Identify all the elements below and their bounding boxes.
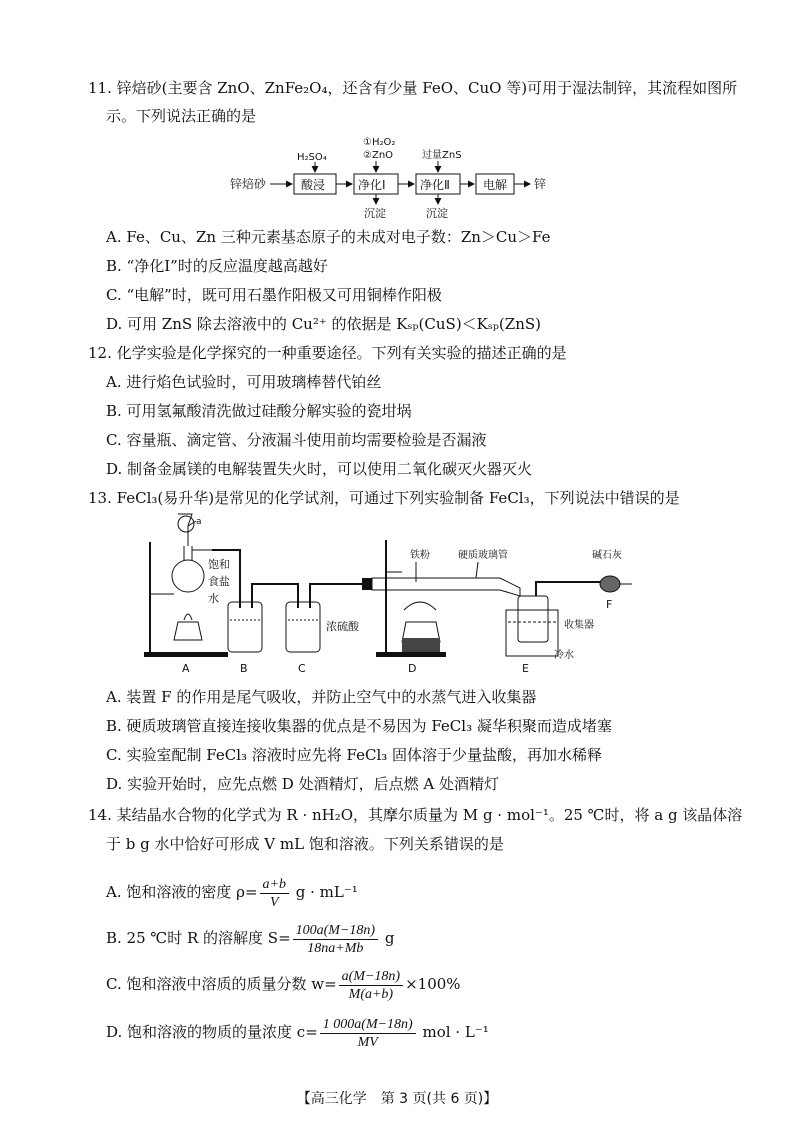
q11-flowchart	[230, 134, 560, 220]
q13-option-b: B. 硬质玻璃管直接连接收集器的优点是不易因为 FeCl₃ 凝华积聚而造成堵塞	[106, 717, 612, 735]
flow-start-label: 锌焙砂	[230, 177, 267, 191]
label-E: E	[522, 662, 529, 675]
q12-option-b: B. 可用氢氟酸清洗做过硅酸分解实验的瓷坩埚	[106, 402, 412, 420]
flow-reagent-h2o2: ①H₂O₂	[363, 137, 396, 148]
q11-option-c: C. “电解”时，既可用石墨作阳极又可用铜棒作阳极	[106, 286, 442, 304]
label-B: B	[240, 662, 248, 675]
q12-stem: 12. 化学实验是化学探究的一种重要途径。下列有关实验的描述正确的是	[88, 344, 567, 362]
flow-precipitate1: 沉淀	[364, 207, 386, 220]
hard-glass-tube	[372, 578, 520, 596]
q14-d-prefix: D. 饱和溶液的物质的量浓度 c=	[106, 1023, 318, 1041]
flow-step1-label: 酸浸	[301, 178, 326, 192]
q14-c-prefix: C. 饱和溶液中溶质的质量分数 w=	[106, 975, 337, 993]
q13-option-d: D. 实验开始时，应先点燃 D 处酒精灯，后点燃 A 处酒精灯	[106, 775, 499, 793]
q14-stem-line2: 于 b g 水中恰好可形成 V mL 饱和溶液。下列关系错误的是	[106, 835, 504, 853]
label-brine-3: 水	[208, 592, 219, 605]
flow-reagent-zno: ②ZnO	[363, 150, 394, 161]
flow-step2-label: 净化Ⅰ	[358, 178, 386, 192]
label-glass-tube: 硬质玻璃管	[458, 550, 508, 561]
q11-option-b: B. “净化Ⅰ”时的反应温度越高越好	[106, 257, 328, 275]
label-conc-acid: 浓硫酸	[326, 620, 359, 633]
flow-precipitate2: 沉淀	[426, 207, 448, 220]
q14-d-unit: mol · L⁻¹	[417, 1023, 489, 1041]
q14-c-unit: ×100%	[405, 975, 461, 993]
label-brine-1: 饱和	[208, 558, 230, 571]
q14-a-prefix: A. 饱和溶液的密度 ρ=	[106, 883, 258, 901]
flow-step3-label: 净化Ⅱ	[420, 178, 450, 192]
q14-option-b	[106, 918, 394, 958]
label-soda-lime: 碱石灰	[592, 550, 622, 561]
q12-option-d: D. 制备金属镁的电解装置失火时，可以使用二氧化碳灭火器灭火	[106, 460, 533, 478]
drying-tube-f	[600, 576, 620, 592]
flow-reagent-zns: 过量ZnS	[422, 150, 462, 161]
label-cold-water: 冷水	[554, 650, 574, 661]
q13-option-c: C. 实验室配制 FeCl₃ 溶液时应先将 FeCl₃ 固体溶于少量盐酸，再加水稀释	[106, 746, 603, 764]
page-footer: 【高三化学 第 3 页(共 6 页)】	[296, 1091, 498, 1107]
label-A: A	[182, 662, 190, 675]
q14-option-a	[106, 872, 358, 912]
q13-option-a: A. 装置 F 的作用是尾气吸收，并防止空气中的水蒸气进入收集器	[106, 688, 537, 706]
stand-base-a	[144, 652, 228, 657]
q12-option-c: C. 容量瓶、滴定管、分液漏斗使用前均需要检验是否漏液	[106, 431, 487, 449]
q14-a-fraction: $\frac{a+b}{V}$	[260, 876, 289, 911]
q11-stem-line2: 示。下列说法正确的是	[106, 107, 257, 125]
q14-stem-line1: 14. 某结晶水合物的化学式为 R · nH₂O，其摩尔质量为 M g · mol⁻¹。25 ℃时，将 a g 该晶体溶	[88, 806, 743, 824]
q14-option-d	[106, 1012, 489, 1052]
q14-d-fraction: $\frac{1 000a(M-18n)}{MV}$	[320, 1016, 416, 1051]
label-brine-2: 食盐	[208, 575, 230, 588]
q13-apparatus-diagram	[140, 512, 660, 682]
q14-c-fraction: $\frac{a(M-18n)}{M(a+b)}$	[339, 968, 403, 1003]
q14-b-fraction: $\frac{100a(M-18n)}{18na+Mb}$	[293, 922, 378, 957]
label-iron-powder: 铁粉	[410, 550, 430, 561]
wash-bottle-b	[228, 602, 262, 652]
q13-stem: 13. FeCl₃(易升华)是常见的化学试剂，可通过下列实验制备 FeCl₃，下列说法中错误的是	[88, 489, 680, 507]
round-flask-a	[172, 560, 204, 592]
stand-base-d	[376, 652, 446, 657]
flow-h2so4-label: H₂SO₄	[297, 152, 327, 163]
q14-b-unit: g	[380, 929, 395, 947]
burner-a	[174, 622, 202, 640]
q12-option-a: A. 进行焰色试验时，可用玻璃棒替代铂丝	[106, 373, 382, 391]
flow-step4-label: 电解	[483, 178, 508, 192]
q14-b-prefix: B. 25 ℃时 R 的溶解度 S=	[106, 929, 291, 947]
q14-option-c	[106, 964, 461, 1004]
q14-a-unit: g · mL⁻¹	[290, 883, 358, 901]
label-D: D	[408, 662, 417, 675]
q11-option-a: A. Fe、Cu、Zn 三种元素基态原子的未成对电子数：Zn＞Cu＞Fe	[106, 228, 551, 246]
ice-bath-e	[506, 610, 558, 656]
q11-stem-line1: 11. 锌焙砂(主要含 ZnO、ZnFe₂O₄，还含有少量 FeO、CuO 等)可用于湿法制锌，其流程如图所	[88, 79, 738, 97]
label-C: C	[298, 662, 306, 675]
label-F: F	[606, 598, 613, 611]
label-a-port: a	[196, 517, 202, 527]
wash-bottle-c	[286, 602, 320, 652]
q11-option-d: D. 可用 ZnS 除去溶液中的 Cu²⁺ 的依据是 Kₛₚ(CuS)＜Kₛₚ(ZnS)	[106, 315, 541, 333]
label-collector: 收集器	[564, 620, 594, 631]
flow-end-label: 锌	[534, 177, 547, 191]
collector-e	[518, 596, 548, 642]
